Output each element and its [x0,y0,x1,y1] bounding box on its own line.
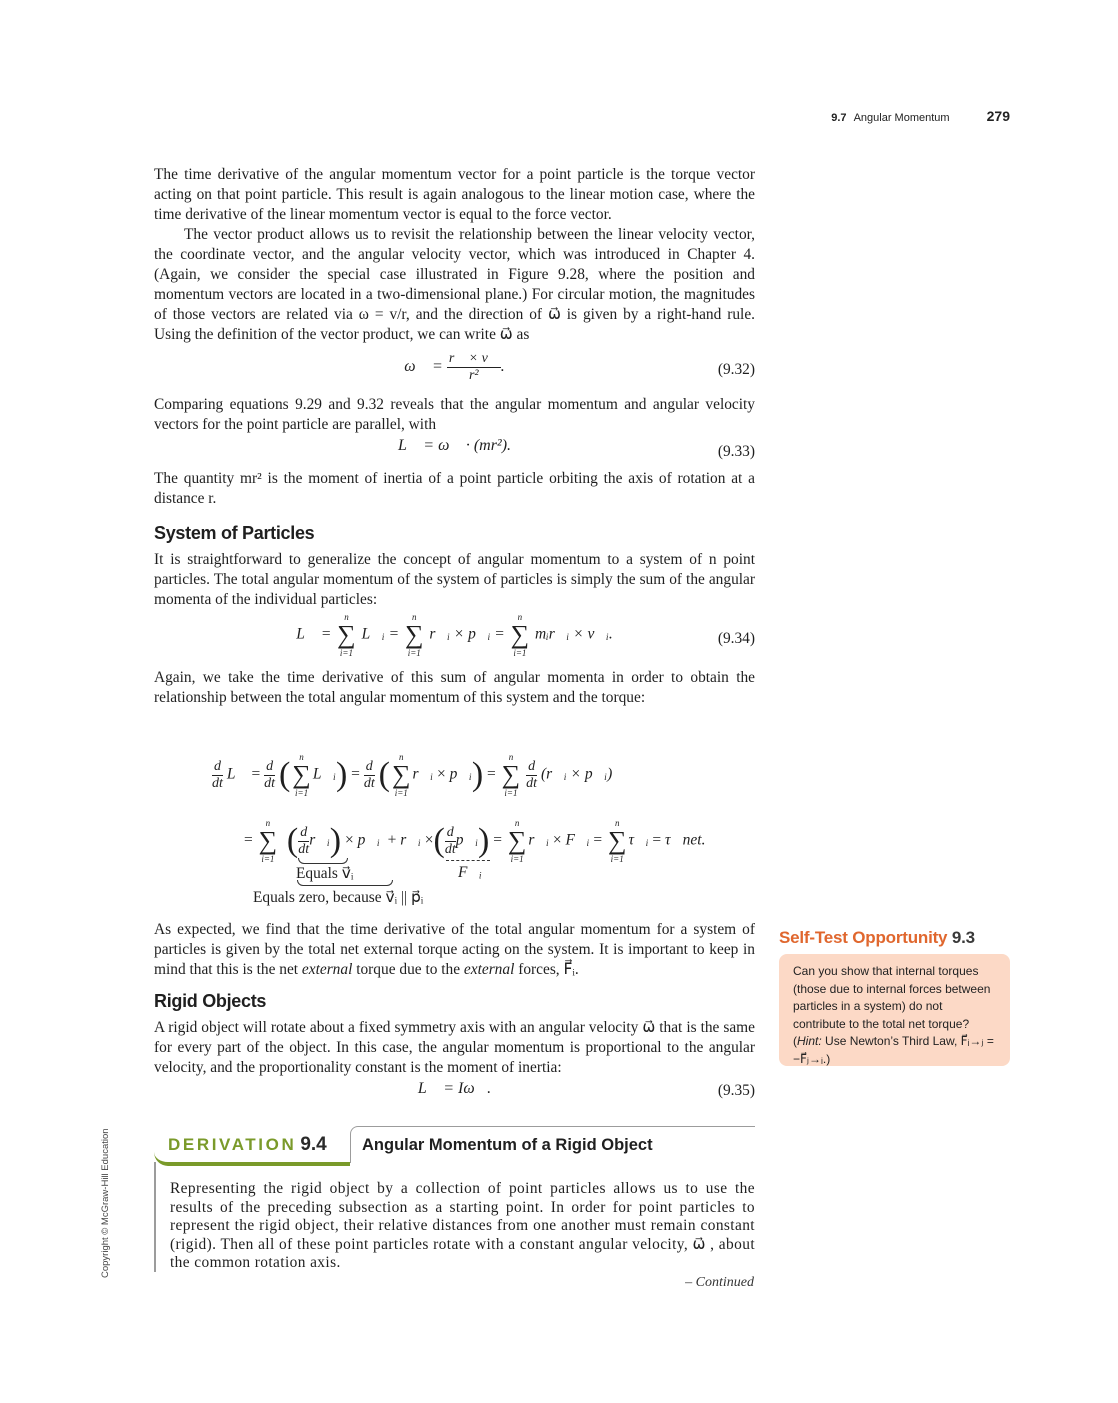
equation-9-32 [154,349,755,395]
derivation-title: Angular Momentum of a Rigid Object [362,1136,653,1154]
time-derivative-line-2: = n ∑ i=1 ( $\frac{d}{dt}$ r⃗ᵢ) × p⃗ᵢ + r⃗ᵢ ×( $\frac{d}{dt}$ p⃗ᵢ) = n ∑ i=1 r⃗ᵢ × F⃗ᵢ = n ∑ i=1 τ⃗ᵢ = τ⃗net. [244,818,706,864]
time-derivative-line-1: $\frac{d}{dt}$ L⃗ = $\frac{d}{dt}$ ( n ∑ i=1 L⃗ᵢ) = $\frac{d}{dt}$ ( n ∑ i=1 r⃗ᵢ × p⃗ᵢ) = n ∑ i=1 $\frac{d}{dt}$ (r⃗ᵢ × p⃗ᵢ) [212,752,613,798]
derivation-label: DERIVATION 9.4 [168,1134,327,1155]
annotation-Fi: F⃗ᵢ [458,864,482,881]
eq932-fraction [447,351,501,384]
eq934-eq3: = [494,625,505,643]
paragraph-4: The quantity mr² is the moment of inertia of a point particle orbiting the axis of rotation at a distance r. [154,470,755,507]
eq934-L: L⃗ [296,625,317,643]
paragraph-8: A rigid object will rotate about a fixed symmetry axis with an angular velocity ω⃗ that is the same for every part of the object. In this case, the angular momentum is proportional to the angular velocity, and the proportionality constant is the moment of inertia: [154,1019,755,1076]
eq934-number: (9.34) [717,630,755,647]
section-title: Angular Momentum [853,112,950,124]
paragraph-5: It is straightforward to generalize the concept of angular momentum to a system of n point particles. The total angular momentum of the system of particles is simply the sum of the angular momenta of the individual particles: [154,551,755,608]
heading-rigid-objects: Rigid Objects [154,991,267,1011]
copyright-notice: Copyright © McGraw-Hill Education [100,1128,111,1278]
d-dt-4: $\frac{d}{dt}$ [526,758,538,791]
equation-9-34: L⃗ = n ∑ i=1 L⃗ᵢ = n ∑ i=1 r⃗ᵢ × p⃗ᵢ = n ∑ i=1 mᵢr⃗ᵢ × v⃗ᵢ. (9.34) [296,612,755,658]
d-dt-1: $\frac{d}{dt}$ [212,758,223,791]
eq934-Li: L⃗ᵢ [361,625,385,643]
eq932-tail: . [500,358,505,376]
eq932-numerator: r⃗ × v⃗ [448,351,499,366]
eq934-sum-2: n ∑ i=1 [404,612,424,658]
equation-9-33 [154,435,755,469]
self-test-heading: Self-Test Opportunity 9.3 [779,928,975,947]
eq935-number: (9.35) [717,1082,755,1099]
eq935-expression: L⃗ = Iω⃗. [417,1080,492,1097]
eq932-denominator: r² [468,368,479,383]
main-column-bottom [154,920,755,1106]
eq934-eq1: = [320,625,332,643]
equation-9-35 [154,1078,755,1106]
eq934-mrv: mᵢr⃗ᵢ × v⃗ᵢ [535,625,609,643]
heading-system-of-particles: System of Particles [154,523,315,543]
main-column-top [154,165,755,708]
eq934-sum-1: n ∑ i=1 [337,612,356,658]
annotation-equals-zero: Equals zero, because v⃗ᵢ || p⃗ᵢ [253,889,424,906]
running-head [760,108,1010,126]
eq933-expression: L⃗ = ω⃗ · (mr²). [397,437,512,454]
paragraph-2: The vector product allows us to revisit the relationship between the linear velocity vector, the coordinate vector, and the angular velocity vector, which was introduced in Chapter 4. (Again, we consider the special case illustrated in Figure 9.28, where the position and momentum vectors are located in a two-dimensional plane.) For circular motion, the magnitudes of those vectors are related via ω = v/r, and the direction of ω⃗ is given by a right-hand rule. Using the definition of the vector product, we can write ω⃗ as [154,226,755,343]
paragraph-6: Again, we take the time derivative of this sum of angular momenta in order to obtain the relationship between the total angular momentum of this system and the torque: [154,669,755,706]
eq934-eq2: = [388,625,400,643]
section-number: 9.7 [831,112,847,124]
derivation-tab [154,1126,350,1166]
eq934-times: × [453,625,465,643]
derivation-body: Representing the rigid object by a collection of point particles allows us to use the results of the preceding subsection as a starting point. In order for point particles to represent the rigid object, their relative distances from one another must remain constant (rigid). Then all of these point particles rotate with a constant angular velocity, ω⃗ , about the common rotation axis. [170,1180,755,1271]
eq932-lhs: ω⃗ = [404,358,447,376]
derivation-left-rule [154,1162,156,1272]
derivation-box [154,1126,755,1272]
paragraph-1: The time derivative of the angular momentum vector for a point particle is the torque vector acting on that point particle. This result is again analogous to the linear motion case, where the time derivative of the linear momentum vector is equal to the force vector. [154,166,755,223]
d-dt-2: $\frac{d}{dt}$ [264,758,275,791]
eq934-sum-3: n ∑ i=1 [510,612,530,658]
eq934-pi: p⃗ᵢ [468,625,491,643]
underbrace-cross-term [297,880,393,886]
paragraph-3: Comparing equations 9.29 and 9.32 reveals that the angular momentum and angular velocity vectors for the point particle are parallel, with [154,396,755,433]
page-number: 279 [986,108,1010,124]
paragraph-7: As expected, we find that the time derivative of the total angular momentum for a system of particles is given by the total net external torque acting on the system. It is important to keep in mind that this is the net external torque due to the external forces, F⃗ᵢ. [154,921,755,978]
continued-note: – Continued [685,1275,754,1290]
eq934-ri: r⃗ᵢ [429,625,450,643]
eq933-number: (9.33) [717,443,755,460]
self-test-box: Can you show that internal torques (those due to internal forces between particles in a system) do not contribute to the total net torque? (Hint: Use Newton’s Third Law, F⃗ᵢ→ⱼ = −F⃗ⱼ→ᵢ.) [779,954,1010,1066]
eq932-number: (9.32) [717,361,755,378]
self-test-opportunity [779,928,1010,1066]
annotation-equals-vi: Equals v⃗ᵢ [296,865,354,882]
underline-dpi-dt [446,860,490,861]
d-dt-3: $\frac{d}{dt}$ [363,758,375,791]
